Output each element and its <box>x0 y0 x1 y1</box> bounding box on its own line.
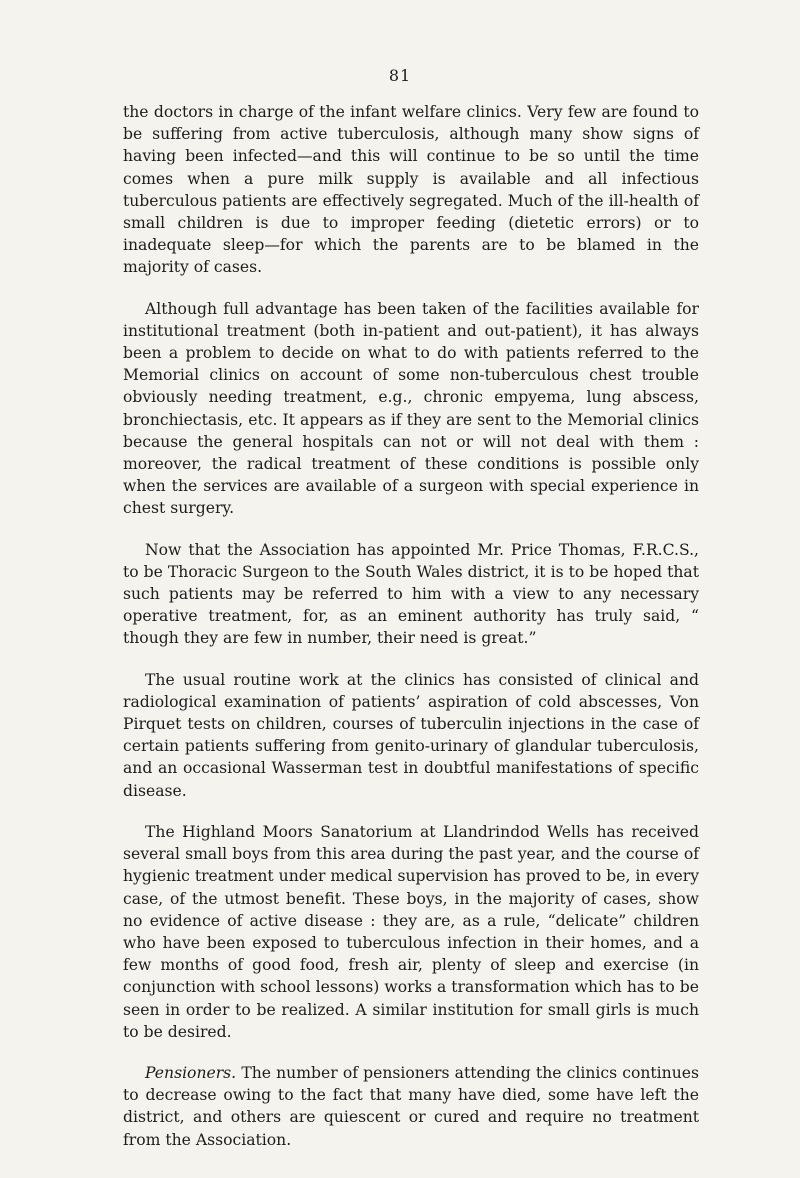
paragraph-pensioners <box>123 1062 699 1151</box>
paragraph-infant-welfare <box>123 101 699 279</box>
paragraph-text: Now that the Association has appointed Mr. Price Thomas, F.R.C.S., to be Thoracic Surgeon to the South Wales district, it is to be hoped that such patients may be referred to him with a view to any necessary operative treatment, for, as an eminent authority has truly said, “ though they are few in number, their need is great.” <box>123 540 699 648</box>
body-text <box>123 101 699 1170</box>
paragraph-text: The usual routine work at the clinics has consisted of clinical and radiological examination of patients’ aspiration of cold abscesses, Von Pirquet tests on children, courses of tuberculin injections in the case of certain patients suffering from genito-urinary of glandular tuberculosis, and an occasional Wasserman test in doubtful manifestations of specific disease. <box>123 670 699 800</box>
paragraph-text: Although full advantage has been taken of the facilities available for institutional treatment (both in-patient and out-patient), it has always been a problem to decide on what to do with patients referred to the Memorial clinics on account of some non-tuberculous chest trouble obviously needing treatment, e.g., chronic empyema, lung abscess, bronchiectasis, etc. It appears as if they are sent to the Memorial clinics because the general hospitals can not or will not deal with them : moreover, the radical treatment of these conditions is possible only when the services are available of a surgeon with special experience in chest surgery. <box>123 299 699 518</box>
paragraph-lead-heading: Pensioners. <box>145 1063 237 1082</box>
paragraph-institutional-treatment <box>123 298 699 520</box>
paragraph-text: The Highland Moors Sanatorium at Llandrindod Wells has received several small boys from this area during the past year, and the course of hygienic treatment under medical supervision has proved to be, in every case, of the utmost benefit. These boys, in the majority of cases, show no evidence of active disease : they are, as a rule, “delicate” children who have been exposed to tuberculous infection in their homes, and a few months of good food, fresh air, plenty of sleep and exercise (in conjunction with school lessons) works a transformation which has to be seen in order to be realized. A similar institution for small girls is much to be desired. <box>123 822 699 1041</box>
paragraph-text: The number of pensioners attending the clinics continues to decrease owing to the fact that many have died, some have left the district, and others are quiescent or cured and require no treatment from the Association. <box>123 1063 699 1149</box>
paragraph-text: the doctors in charge of the infant welfare clinics. Very few are found to be suffering from active tuberculosis, although many show signs of having been infected—and this will continue to be so until the time comes when a pure milk supply is available and all infectious tuberculous patients are effectively segregated. Much of the ill-health of small children is due to improper feeding (dietetic errors) or to inadequate sleep—for which the parents are to be blamed in the majority of cases. <box>123 103 699 277</box>
paragraph-sanatorium <box>123 821 699 1043</box>
page-number: 81 <box>388 66 412 85</box>
paragraph-routine-work <box>123 669 699 802</box>
paragraph-thoracic-surgeon <box>123 539 699 650</box>
